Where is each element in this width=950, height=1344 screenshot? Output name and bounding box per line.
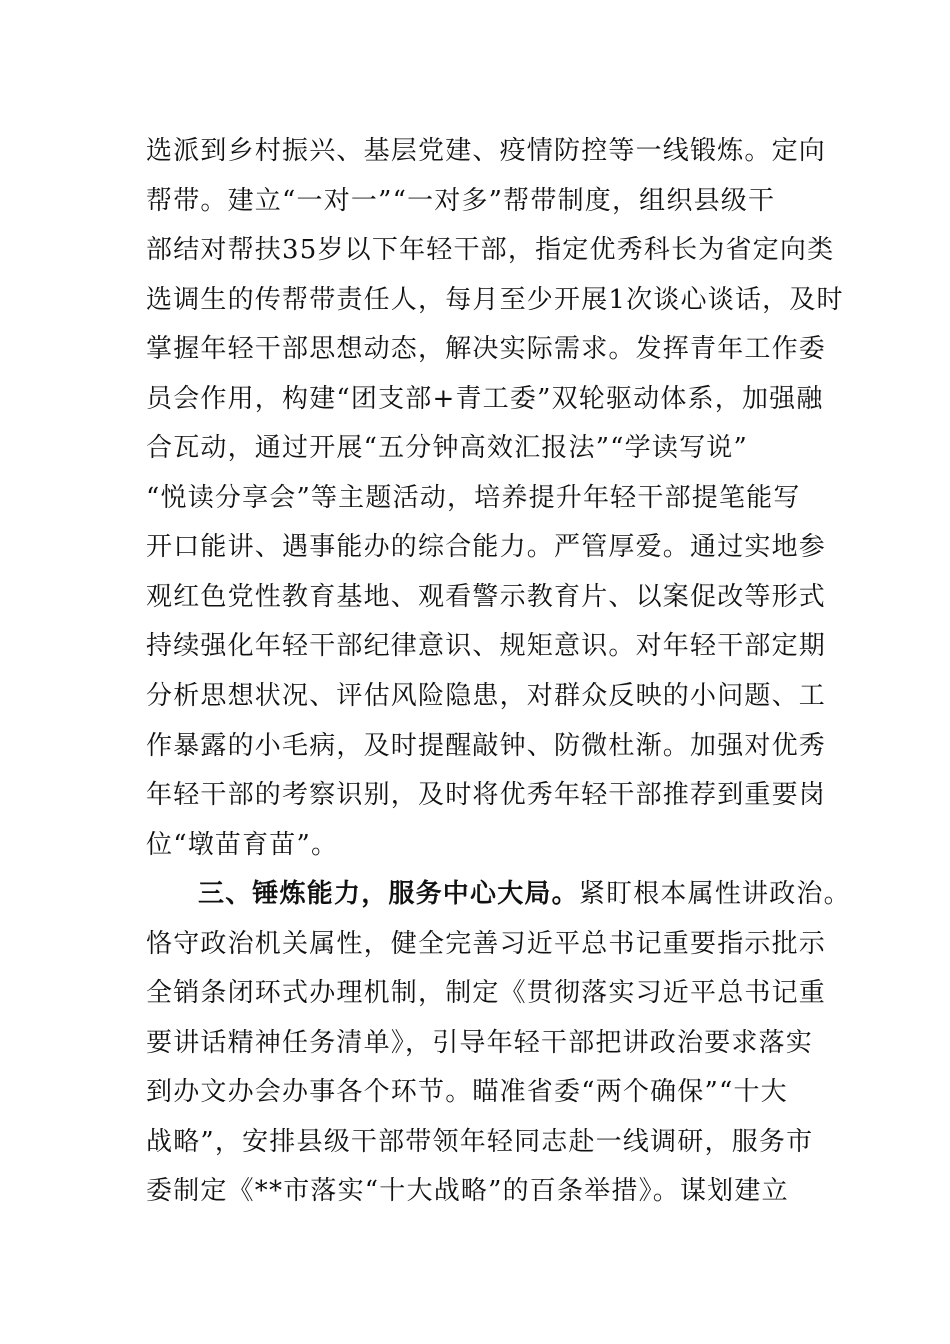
section-3-first-line-text: 紧盯根本属性讲政治。 [578,879,851,910]
text-line: 到办文办会办事各个环节。瞄准省委“两个确保”“十大 [146,1077,788,1108]
text-line: 要讲话精神任务清单》，引导年轻干部把讲政治要求落实 [146,1027,814,1058]
text-line: 帮带。建立“一对一”“一对多”帮带制度，组织县级干 [146,185,776,216]
text-line: 恪守政治机关属性，健全完善习近平总书记重要指示批示 [146,928,827,959]
section-3-first-line [146,870,851,920]
text-line: 持续强化年轻干部纪律意识、规矩意识。对年轻干部定期 [146,631,827,662]
text-line: 年轻干部的考察识别，及时将优秀年轻干部推荐到重要岗 [146,780,827,811]
text-line: “悦读分享会”等主题活动，培养提升年轻干部提笔能写 [146,482,801,513]
text-line: 掌握年轻干部思想动态，解决实际需求。发挥青年工作委 [146,334,827,365]
text-line: 开口能讲、遇事能办的综合能力。严管厚爱。通过实地参 [146,532,827,563]
text-line: 观红色党性教育基地、观看警示教育片、以案促改等形式 [146,581,827,612]
text-line: 部结对帮扶35岁以下年轻干部，指定优秀科长为省定向类 [146,235,835,266]
text-line: 合瓦动，通过开展“五分钟高效汇报法”“学读写说” [146,433,748,464]
text-line: 委制定《**市落实“十大战略”的百条举措》。谋划建立 [146,1176,789,1207]
text-line: 位“墩苗育苗”。 [146,829,339,860]
text-line: 员会作用，构建“团支部+青工委”双轮驱动体系，加强融 [146,383,824,414]
text-line: 选调生的传帮带责任人，每月至少开展1次谈心谈话，及时 [146,284,844,315]
body-text [146,127,851,1217]
text-line: 分析思想状况、评估风险隐患，对群众反映的小问题、工 [146,681,827,712]
text-line: 选派到乡村振兴、基层党建、疫情防控等一线锻炼。定向 [146,136,827,166]
text-line: 战略”，安排县级干部带领年轻同志赴一线调研，服务市 [146,1126,814,1157]
text-line: 全销条闭环式办理机制，制定《贯彻落实习近平总书记重 [146,978,827,1009]
text-line: 作暴露的小毛病，及时提醒敲钟、防微杜渐。加强对优秀 [146,730,827,761]
section-3-heading: 三、锤炼能力，服务中心大局。 [198,879,579,910]
